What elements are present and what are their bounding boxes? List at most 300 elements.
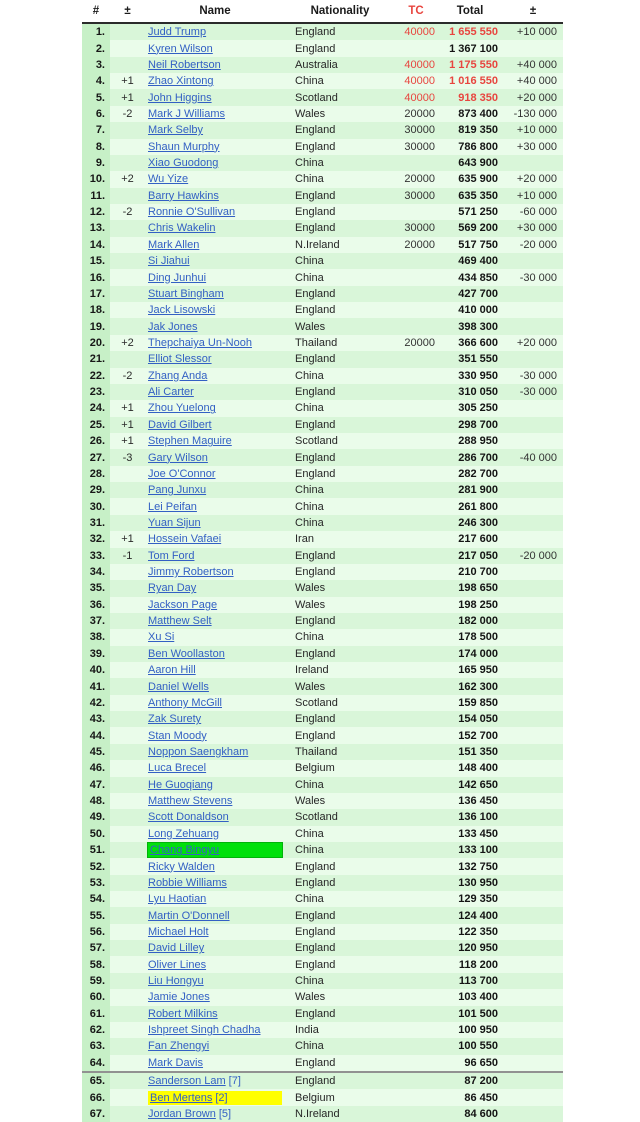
table-row bbox=[82, 1022, 563, 1038]
table-row bbox=[82, 564, 563, 580]
total-cell: 84 600 bbox=[437, 1106, 503, 1122]
name-cell bbox=[145, 1022, 285, 1038]
player-link[interactable]: Ben Mertens bbox=[150, 1091, 213, 1104]
nationality-cell: England bbox=[285, 564, 395, 580]
player-link[interactable]: Barry Hawkins bbox=[148, 189, 219, 202]
nationality-cell: China bbox=[285, 515, 395, 531]
change-cell: +20 000 bbox=[503, 89, 563, 105]
change-cell bbox=[503, 858, 563, 874]
table-row bbox=[82, 286, 563, 302]
player-link[interactable]: He Guoqiang bbox=[148, 778, 213, 791]
player-link[interactable]: Hossein Vafaei bbox=[148, 533, 222, 546]
name-cell bbox=[145, 531, 285, 547]
player-link[interactable]: Jordan Brown bbox=[148, 1107, 216, 1120]
name-cell bbox=[145, 40, 285, 56]
move-cell bbox=[110, 384, 145, 400]
tc-cell: 20000 bbox=[395, 106, 437, 122]
player-link[interactable]: Stan Moody bbox=[148, 729, 207, 742]
change-cell bbox=[503, 580, 563, 596]
move-cell: -2 bbox=[110, 368, 145, 384]
name-cell bbox=[145, 842, 285, 858]
move-cell bbox=[110, 155, 145, 171]
rank-cell: 67. bbox=[82, 1106, 110, 1122]
rank-cell: 56. bbox=[82, 924, 110, 940]
player-link[interactable]: Judd Trump bbox=[148, 26, 207, 39]
player-link[interactable]: Martin O'Donnell bbox=[148, 909, 230, 922]
player-link[interactable]: Zak Surety bbox=[148, 713, 202, 726]
change-cell bbox=[503, 744, 563, 760]
rank-cell: 28. bbox=[82, 466, 110, 482]
tc-cell bbox=[395, 449, 437, 465]
tc-cell bbox=[395, 400, 437, 416]
change-cell bbox=[503, 777, 563, 793]
table-row bbox=[82, 237, 563, 253]
player-link[interactable]: Robert Milkins bbox=[148, 1007, 218, 1020]
rank-cell: 23. bbox=[82, 384, 110, 400]
rank-cell: 58. bbox=[82, 956, 110, 972]
player-link[interactable]: Stuart Bingham bbox=[148, 287, 224, 300]
table-row bbox=[82, 858, 563, 874]
move-cell: +1 bbox=[110, 400, 145, 416]
name-cell bbox=[145, 1072, 285, 1089]
table-row bbox=[82, 318, 563, 334]
tc-cell bbox=[395, 1072, 437, 1089]
player-link[interactable]: Oliver Lines bbox=[148, 958, 207, 971]
player-link[interactable]: Jak Jones bbox=[148, 320, 198, 333]
total-cell: 86 450 bbox=[437, 1089, 503, 1105]
table-row bbox=[82, 1038, 563, 1054]
rank-cell: 26. bbox=[82, 433, 110, 449]
rank-cell: 20. bbox=[82, 335, 110, 351]
change-cell: +10 000 bbox=[503, 122, 563, 138]
nationality-cell: China bbox=[285, 171, 395, 187]
total-cell: 118 200 bbox=[437, 956, 503, 972]
player-link[interactable]: Chang Bingyu bbox=[150, 844, 220, 857]
tc-cell bbox=[395, 1106, 437, 1122]
total-cell: 298 700 bbox=[437, 417, 503, 433]
table-row bbox=[82, 646, 563, 662]
total-cell: 101 500 bbox=[437, 1006, 503, 1022]
table-row bbox=[82, 171, 563, 187]
rank-cell: 36. bbox=[82, 597, 110, 613]
move-cell bbox=[110, 220, 145, 236]
nationality-cell: China bbox=[285, 482, 395, 498]
player-link[interactable]: Lei Peifan bbox=[148, 500, 197, 513]
rank-cell: 50. bbox=[82, 826, 110, 842]
table-row bbox=[82, 400, 563, 416]
player-link[interactable]: David Gilbert bbox=[148, 418, 212, 431]
name-cell bbox=[145, 548, 285, 564]
move-cell bbox=[110, 858, 145, 874]
change-cell bbox=[503, 793, 563, 809]
nationality-cell: England bbox=[285, 204, 395, 220]
tc-cell bbox=[395, 826, 437, 842]
change-cell bbox=[503, 302, 563, 318]
rank-cell: 43. bbox=[82, 711, 110, 727]
change-cell: -30 000 bbox=[503, 269, 563, 285]
tc-cell bbox=[395, 368, 437, 384]
table-row bbox=[82, 580, 563, 596]
player-link[interactable]: Zhao Xintong bbox=[148, 75, 214, 88]
player-link[interactable]: Wu Yize bbox=[148, 173, 189, 186]
rank-cell: 59. bbox=[82, 973, 110, 989]
player-link[interactable]: Aaron Hill bbox=[148, 664, 196, 677]
total-cell: 351 550 bbox=[437, 351, 503, 367]
name-cell bbox=[145, 613, 285, 629]
move-cell bbox=[110, 695, 145, 711]
move-cell bbox=[110, 989, 145, 1005]
name-cell bbox=[145, 351, 285, 367]
move-cell bbox=[110, 809, 145, 825]
total-cell: 217 050 bbox=[437, 548, 503, 564]
player-link[interactable]: Jamie Jones bbox=[148, 991, 210, 1004]
col-header-change: ± bbox=[503, 0, 563, 23]
change-cell: -20 000 bbox=[503, 237, 563, 253]
rank-cell: 62. bbox=[82, 1022, 110, 1038]
name-cell bbox=[145, 384, 285, 400]
rank-cell: 65. bbox=[82, 1072, 110, 1089]
name-cell bbox=[145, 891, 285, 907]
player-link[interactable]: Fan Zhengyi bbox=[148, 1040, 210, 1053]
rank-cell: 54. bbox=[82, 891, 110, 907]
player-link[interactable]: Si Jiahui bbox=[148, 255, 190, 268]
name-cell bbox=[145, 907, 285, 923]
player-link[interactable]: Ben Woollaston bbox=[148, 647, 225, 660]
table-row bbox=[82, 204, 563, 220]
ranking-table bbox=[82, 0, 563, 1122]
table-row bbox=[82, 613, 563, 629]
player-link[interactable]: Kyren Wilson bbox=[148, 42, 213, 55]
rank-cell: 22. bbox=[82, 368, 110, 384]
nationality-cell: Wales bbox=[285, 106, 395, 122]
total-cell: 96 650 bbox=[437, 1055, 503, 1072]
player-link[interactable]: Mark Davis bbox=[148, 1056, 204, 1069]
player-link[interactable]: Zhou Yuelong bbox=[148, 402, 216, 415]
total-cell: 124 400 bbox=[437, 907, 503, 923]
player-link[interactable]: Ali Carter bbox=[148, 386, 194, 399]
table-row bbox=[82, 269, 563, 285]
name-cell bbox=[145, 826, 285, 842]
rank-cell: 9. bbox=[82, 155, 110, 171]
name-cell bbox=[145, 188, 285, 204]
change-cell bbox=[503, 973, 563, 989]
nationality-cell: China bbox=[285, 629, 395, 645]
change-cell: -130 000 bbox=[503, 106, 563, 122]
col-header-rank: # bbox=[82, 0, 110, 23]
change-cell bbox=[503, 940, 563, 956]
nationality-cell: England bbox=[285, 139, 395, 155]
player-link[interactable]: Elliot Slessor bbox=[148, 353, 212, 366]
table-row bbox=[82, 155, 563, 171]
player-link[interactable]: Chris Wakelin bbox=[148, 222, 216, 235]
player-link[interactable]: Jimmy Robertson bbox=[148, 566, 234, 579]
move-cell bbox=[110, 727, 145, 743]
rank-cell: 45. bbox=[82, 744, 110, 760]
change-cell bbox=[503, 1022, 563, 1038]
tc-cell bbox=[395, 744, 437, 760]
name-cell bbox=[145, 1006, 285, 1022]
rank-cell: 46. bbox=[82, 760, 110, 776]
change-cell bbox=[503, 907, 563, 923]
move-cell bbox=[110, 826, 145, 842]
nationality-cell: China bbox=[285, 269, 395, 285]
player-link[interactable]: Joe O'Connor bbox=[148, 467, 216, 480]
table-row bbox=[82, 498, 563, 514]
player-link[interactable]: David Lilley bbox=[148, 942, 205, 955]
tc-cell: 20000 bbox=[395, 335, 437, 351]
change-cell bbox=[503, 466, 563, 482]
nationality-cell: England bbox=[285, 1006, 395, 1022]
rank-cell: 52. bbox=[82, 858, 110, 874]
name-cell bbox=[145, 646, 285, 662]
player-link[interactable]: Ding Junhui bbox=[148, 271, 207, 284]
player-link[interactable]: Xu Si bbox=[148, 631, 175, 644]
change-cell bbox=[503, 646, 563, 662]
total-cell: 410 000 bbox=[437, 302, 503, 318]
tc-cell bbox=[395, 777, 437, 793]
player-link[interactable]: Matthew Selt bbox=[148, 615, 212, 628]
nationality-cell: N.Ireland bbox=[285, 237, 395, 253]
move-cell bbox=[110, 940, 145, 956]
change-cell: +10 000 bbox=[503, 188, 563, 204]
change-cell bbox=[503, 433, 563, 449]
player-link[interactable]: Mark Selby bbox=[148, 124, 204, 137]
player-link[interactable]: Matthew Stevens bbox=[148, 795, 233, 808]
col-header-nationality: Nationality bbox=[285, 0, 395, 23]
move-cell bbox=[110, 237, 145, 253]
change-cell bbox=[503, 351, 563, 367]
name-cell bbox=[145, 155, 285, 171]
name-cell bbox=[145, 875, 285, 891]
col-header-move: ± bbox=[110, 0, 145, 23]
nationality-cell: Scotland bbox=[285, 809, 395, 825]
table-row bbox=[82, 989, 563, 1005]
name-cell bbox=[145, 777, 285, 793]
player-link[interactable]: John Higgins bbox=[148, 91, 212, 104]
nationality-cell: Thailand bbox=[285, 744, 395, 760]
player-link[interactable]: Mark J Williams bbox=[148, 107, 225, 120]
table-row bbox=[82, 253, 563, 269]
tc-cell bbox=[395, 384, 437, 400]
nationality-cell: England bbox=[285, 858, 395, 874]
total-cell: 152 700 bbox=[437, 727, 503, 743]
move-cell bbox=[110, 1038, 145, 1054]
name-cell bbox=[145, 973, 285, 989]
player-link[interactable]: Ricky Walden bbox=[148, 860, 215, 873]
table-row bbox=[82, 793, 563, 809]
change-cell bbox=[503, 826, 563, 842]
player-link[interactable]: Thepchaiya Un-Nooh bbox=[148, 337, 252, 349]
rank-cell: 47. bbox=[82, 777, 110, 793]
table-row bbox=[82, 597, 563, 613]
player-link[interactable]: Shaun Murphy bbox=[148, 140, 220, 153]
change-cell bbox=[503, 989, 563, 1005]
player-link[interactable]: Liu Hongyu bbox=[148, 975, 204, 988]
move-cell bbox=[110, 580, 145, 596]
tc-cell bbox=[395, 351, 437, 367]
player-link[interactable]: Jack Lisowski bbox=[148, 304, 216, 317]
tc-cell bbox=[395, 646, 437, 662]
change-cell bbox=[503, 956, 563, 972]
move-cell bbox=[110, 1106, 145, 1122]
name-cell bbox=[145, 269, 285, 285]
change-cell bbox=[503, 924, 563, 940]
player-link[interactable]: Jackson Page bbox=[148, 598, 218, 611]
table-row bbox=[82, 57, 563, 73]
player-link[interactable]: Tom Ford bbox=[148, 549, 195, 562]
total-cell: 434 850 bbox=[437, 269, 503, 285]
move-cell: +1 bbox=[110, 89, 145, 105]
change-cell bbox=[503, 286, 563, 302]
nationality-cell: Scotland bbox=[285, 89, 395, 105]
total-cell: 635 350 bbox=[437, 188, 503, 204]
table-row bbox=[82, 826, 563, 842]
player-link[interactable]: Mark Allen bbox=[148, 238, 200, 251]
rank-cell: 63. bbox=[82, 1038, 110, 1054]
name-cell bbox=[145, 335, 285, 351]
player-link[interactable]: Zhang Anda bbox=[148, 369, 208, 382]
nationality-cell: England bbox=[285, 417, 395, 433]
player-link[interactable]: Long Zehuang bbox=[148, 827, 219, 840]
tc-cell bbox=[395, 40, 437, 56]
tc-cell bbox=[395, 1022, 437, 1038]
change-cell: -60 000 bbox=[503, 204, 563, 220]
rank-cell: 60. bbox=[82, 989, 110, 1005]
player-link[interactable]: Noppon Saengkham bbox=[148, 745, 249, 758]
table-row bbox=[82, 23, 563, 40]
move-cell bbox=[110, 875, 145, 891]
player-link[interactable]: Gary Wilson bbox=[148, 451, 208, 464]
change-cell bbox=[503, 629, 563, 645]
table-row bbox=[82, 629, 563, 645]
change-cell: +30 000 bbox=[503, 220, 563, 236]
total-cell: 133 450 bbox=[437, 826, 503, 842]
nationality-cell: England bbox=[285, 40, 395, 56]
move-cell: +2 bbox=[110, 171, 145, 187]
tc-cell bbox=[395, 809, 437, 825]
total-cell: 136 450 bbox=[437, 793, 503, 809]
player-link[interactable]: Lyu Haotian bbox=[148, 893, 207, 906]
move-cell: -2 bbox=[110, 106, 145, 122]
move-cell: -1 bbox=[110, 548, 145, 564]
total-cell: 210 700 bbox=[437, 564, 503, 580]
total-cell: 159 850 bbox=[437, 695, 503, 711]
player-link[interactable]: Neil Robertson bbox=[148, 58, 221, 71]
name-cell bbox=[145, 220, 285, 236]
player-link[interactable]: Ronnie O'Sullivan bbox=[148, 206, 236, 219]
change-cell bbox=[503, 498, 563, 514]
total-cell: 165 950 bbox=[437, 662, 503, 678]
nationality-cell: China bbox=[285, 155, 395, 171]
tc-cell bbox=[395, 531, 437, 547]
player-link[interactable]: Robbie Williams bbox=[148, 876, 227, 889]
name-cell bbox=[145, 678, 285, 694]
change-cell bbox=[503, 253, 563, 269]
total-cell: 103 400 bbox=[437, 989, 503, 1005]
move-cell bbox=[110, 1022, 145, 1038]
move-cell bbox=[110, 564, 145, 580]
rank-cell: 32. bbox=[82, 531, 110, 547]
table-row bbox=[82, 515, 563, 531]
player-link[interactable]: Anthony McGill bbox=[148, 696, 222, 709]
move-cell: -2 bbox=[110, 204, 145, 220]
move-cell bbox=[110, 842, 145, 858]
total-cell: 178 500 bbox=[437, 629, 503, 645]
nationality-cell: China bbox=[285, 1038, 395, 1054]
change-cell bbox=[503, 711, 563, 727]
rank-cell: 7. bbox=[82, 122, 110, 138]
rank-cell: 15. bbox=[82, 253, 110, 269]
nationality-cell: England bbox=[285, 875, 395, 891]
name-cell bbox=[145, 580, 285, 596]
tc-cell bbox=[395, 286, 437, 302]
nationality-cell: China bbox=[285, 891, 395, 907]
tc-cell bbox=[395, 580, 437, 596]
rank-cell: 31. bbox=[82, 515, 110, 531]
table-row bbox=[82, 777, 563, 793]
player-link[interactable]: Scott Donaldson bbox=[148, 811, 229, 824]
name-cell bbox=[145, 449, 285, 465]
table-row bbox=[82, 368, 563, 384]
nationality-cell: England bbox=[285, 122, 395, 138]
tc-cell bbox=[395, 793, 437, 809]
rank-cell: 44. bbox=[82, 727, 110, 743]
total-cell: 398 300 bbox=[437, 318, 503, 334]
tc-cell bbox=[395, 433, 437, 449]
tc-cell bbox=[395, 711, 437, 727]
player-link[interactable]: Pang Junxu bbox=[148, 484, 207, 497]
tc-cell: 40000 bbox=[395, 57, 437, 73]
player-link[interactable]: Yuan Sijun bbox=[148, 516, 201, 529]
table-row bbox=[82, 106, 563, 122]
player-link[interactable]: Ishpreet Singh Chadha bbox=[148, 1024, 261, 1037]
change-cell bbox=[503, 875, 563, 891]
player-link[interactable]: Luca Brecel bbox=[148, 762, 207, 775]
nationality-cell: England bbox=[285, 286, 395, 302]
move-cell bbox=[110, 891, 145, 907]
name-cell bbox=[145, 417, 285, 433]
total-cell: 136 100 bbox=[437, 809, 503, 825]
rank-cell: 10. bbox=[82, 171, 110, 187]
rank-cell: 40. bbox=[82, 662, 110, 678]
change-cell bbox=[503, 564, 563, 580]
player-link[interactable]: Stephen Maguire bbox=[148, 435, 232, 448]
col-header-tc: TC bbox=[395, 0, 437, 23]
nationality-cell: China bbox=[285, 253, 395, 269]
total-cell: 569 200 bbox=[437, 220, 503, 236]
move-cell bbox=[110, 907, 145, 923]
name-cell bbox=[145, 940, 285, 956]
player-link[interactable]: Xiao Guodong bbox=[148, 157, 219, 170]
nationality-cell: Wales bbox=[285, 580, 395, 596]
name-cell bbox=[145, 204, 285, 220]
seed-note: [7] bbox=[228, 1075, 241, 1088]
player-link[interactable]: Sanderson Lam bbox=[148, 1075, 226, 1088]
move-cell bbox=[110, 760, 145, 776]
table-row bbox=[82, 973, 563, 989]
table-row bbox=[82, 662, 563, 678]
table-row bbox=[82, 351, 563, 367]
move-cell bbox=[110, 956, 145, 972]
tc-cell bbox=[395, 924, 437, 940]
nationality-cell: England bbox=[285, 302, 395, 318]
tc-cell bbox=[395, 907, 437, 923]
player-link[interactable]: Daniel Wells bbox=[148, 680, 209, 693]
player-link[interactable]: Michael Holt bbox=[148, 925, 209, 938]
name-cell bbox=[145, 989, 285, 1005]
player-link[interactable]: Ryan Day bbox=[148, 582, 197, 595]
tc-cell bbox=[395, 302, 437, 318]
